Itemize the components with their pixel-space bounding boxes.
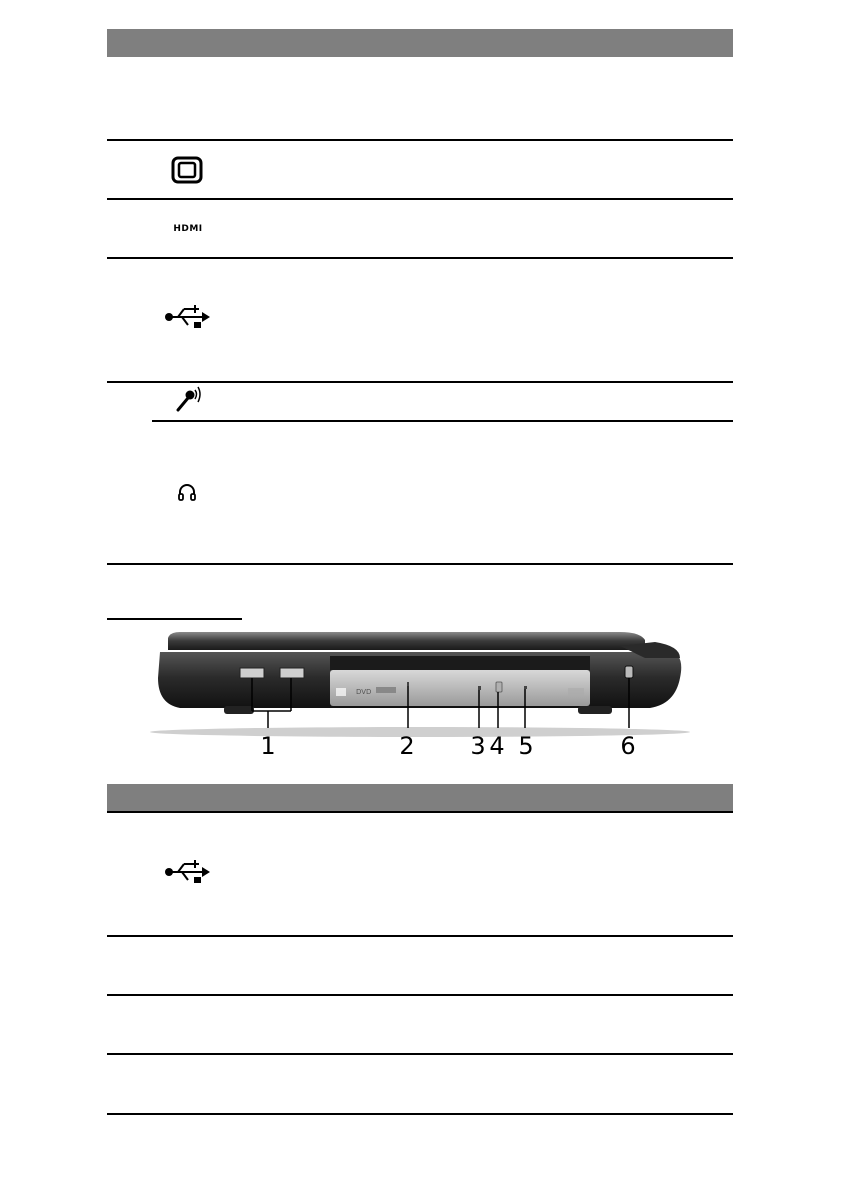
row-divider — [107, 1053, 733, 1055]
callout-3: 3 — [470, 732, 486, 760]
callout-5: 5 — [518, 732, 534, 760]
row-divider — [107, 994, 733, 996]
callout-1: 1 — [260, 732, 276, 760]
hdmi-label: HDMI — [173, 224, 203, 234]
row-divider — [107, 563, 733, 565]
row-divider — [152, 420, 733, 422]
microphone-icon — [174, 386, 202, 414]
laptop-side-view — [140, 628, 700, 738]
drive-logo: DVD — [356, 688, 372, 696]
row-divider — [107, 811, 733, 813]
usb-icon — [164, 304, 212, 330]
hdmi-logo — [168, 222, 208, 236]
headphones-icon — [176, 481, 198, 503]
row-divider — [107, 381, 733, 383]
bottom-table-header — [107, 784, 733, 812]
callout-2: 2 — [399, 732, 415, 760]
top-table-header — [107, 29, 733, 57]
callout-6: 6 — [620, 732, 636, 760]
callout-4: 4 — [489, 732, 505, 760]
row-divider — [107, 257, 733, 259]
row-divider — [107, 1113, 733, 1115]
row-divider — [107, 198, 733, 200]
vga-monitor-icon — [170, 155, 204, 185]
usb-icon — [164, 859, 212, 885]
section-heading-underline — [107, 618, 242, 620]
row-divider — [107, 935, 733, 937]
row-divider — [107, 139, 733, 141]
